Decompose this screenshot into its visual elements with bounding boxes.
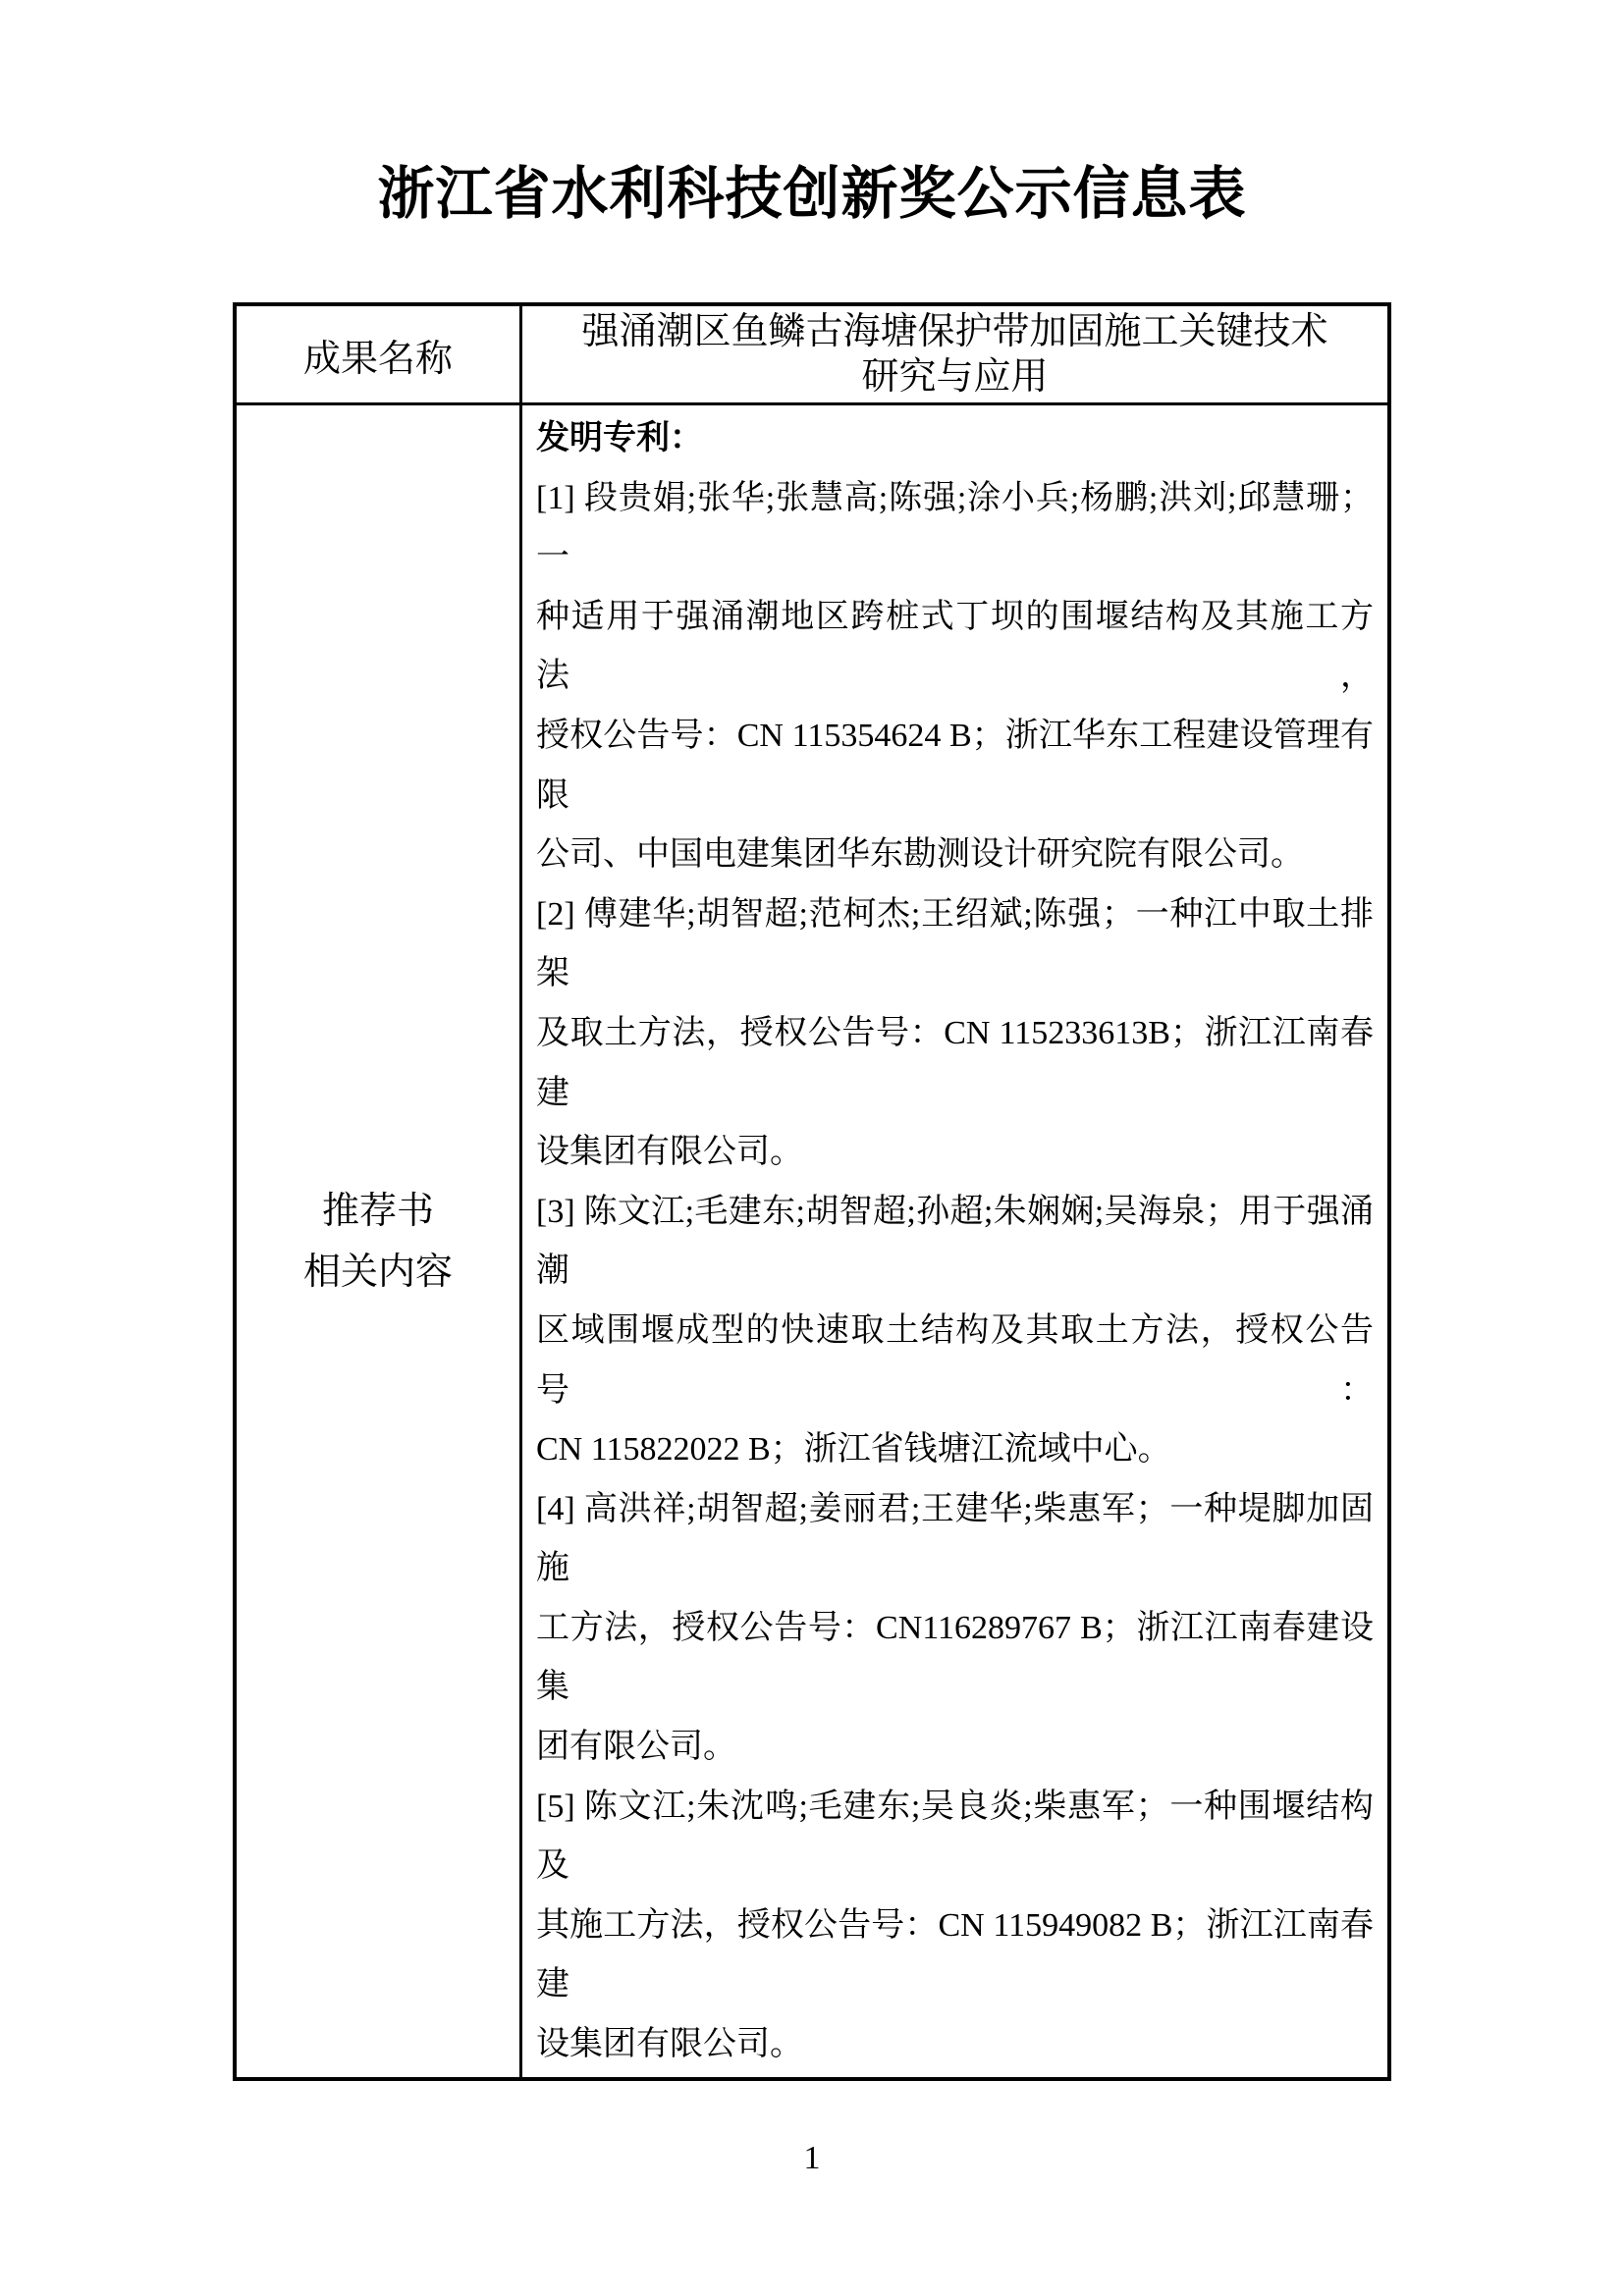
recommendation-content-line: 发明专利： (536, 420, 703, 456)
achievement-name-line: 研究与应用 (861, 356, 1049, 398)
recommendation-row (237, 405, 1387, 2077)
info-table (233, 302, 1391, 2081)
recommendation-label-cell (237, 405, 522, 2077)
recommendation-content-cell (522, 405, 1387, 2077)
page-number: 1 (803, 2140, 821, 2176)
page-title: 浙江省水利科技创新奖公示信息表 (377, 162, 1247, 226)
recommendation-content-line: 授权公告号：CN 115354624 B；浙江华东工程建设管理有限 (536, 717, 1374, 814)
recommendation-content-line: [5] 陈文江;朱沈鸣;毛建东;吴良炎;柴惠军；一种围堰结构及 (536, 1788, 1374, 1885)
achievement-name-line: 强涌潮区鱼鳞古海塘保护带加固施工关键技术 (581, 311, 1328, 352)
recommendation-content-line: 设集团有限公司。 (536, 2026, 803, 2063)
recommendation-content-line: 设集团有限公司。 (536, 1134, 803, 1171)
achievement-name-value-cell (522, 306, 1387, 402)
recommendation-content-line: CN 115822022 B；浙江省钱塘江流域中心。 (536, 1431, 1171, 1468)
recommendation-content-line: [1] 段贵娟;张华;张慧高;陈强;涂小兵;杨鹏;洪刘;邱慧珊；一 (536, 479, 1374, 576)
recommendation-content-line: 其施工方法，授权公告号：CN 115949082 B；浙江江南春建 (536, 1906, 1374, 2003)
recommendation-content-line: 工方法，授权公告号：CN116289767 B；浙江江南春建设集 (536, 1609, 1374, 1706)
recommendation-content-line: [3] 陈文江;毛建东;胡智超;孙超;朱娴娴;吴海泉；用于强涌潮 (536, 1193, 1374, 1290)
recommendation-content-line: 公司、中国电建集团华东勘测设计研究院有限公司。 (536, 836, 1304, 874)
recommendation-content-line: [4] 高洪祥;胡智超;姜丽君;王建华;柴惠军；一种堤脚加固施 (536, 1490, 1374, 1587)
recommendation-content-line: 种适用于强涌潮地区跨桩式丁坝的围堰结构及其施工方法， (536, 598, 1374, 695)
recommendation-content-line: [2] 傅建华;胡智超;范柯杰;王绍斌;陈强；一种江中取土排架 (536, 895, 1374, 992)
recommendation-content-line: 及取土方法，授权公告号：CN 115233613B；浙江江南春建 (536, 1014, 1374, 1111)
achievement-name-label: 成果名称 (302, 338, 453, 380)
achievement-name-label-cell (237, 306, 522, 402)
recommendation-content-line: 区域围堰成型的快速取土结构及其取土方法，授权公告号： (536, 1311, 1374, 1409)
recommendation-label-line: 相关内容 (302, 1251, 453, 1293)
recommendation-content-line: 团有限公司。 (536, 1729, 736, 1766)
recommendation-content-line (536, 2075, 1374, 2077)
achievement-name-row (237, 306, 1387, 405)
recommendation-label-line: 推荐书 (321, 1190, 434, 1232)
